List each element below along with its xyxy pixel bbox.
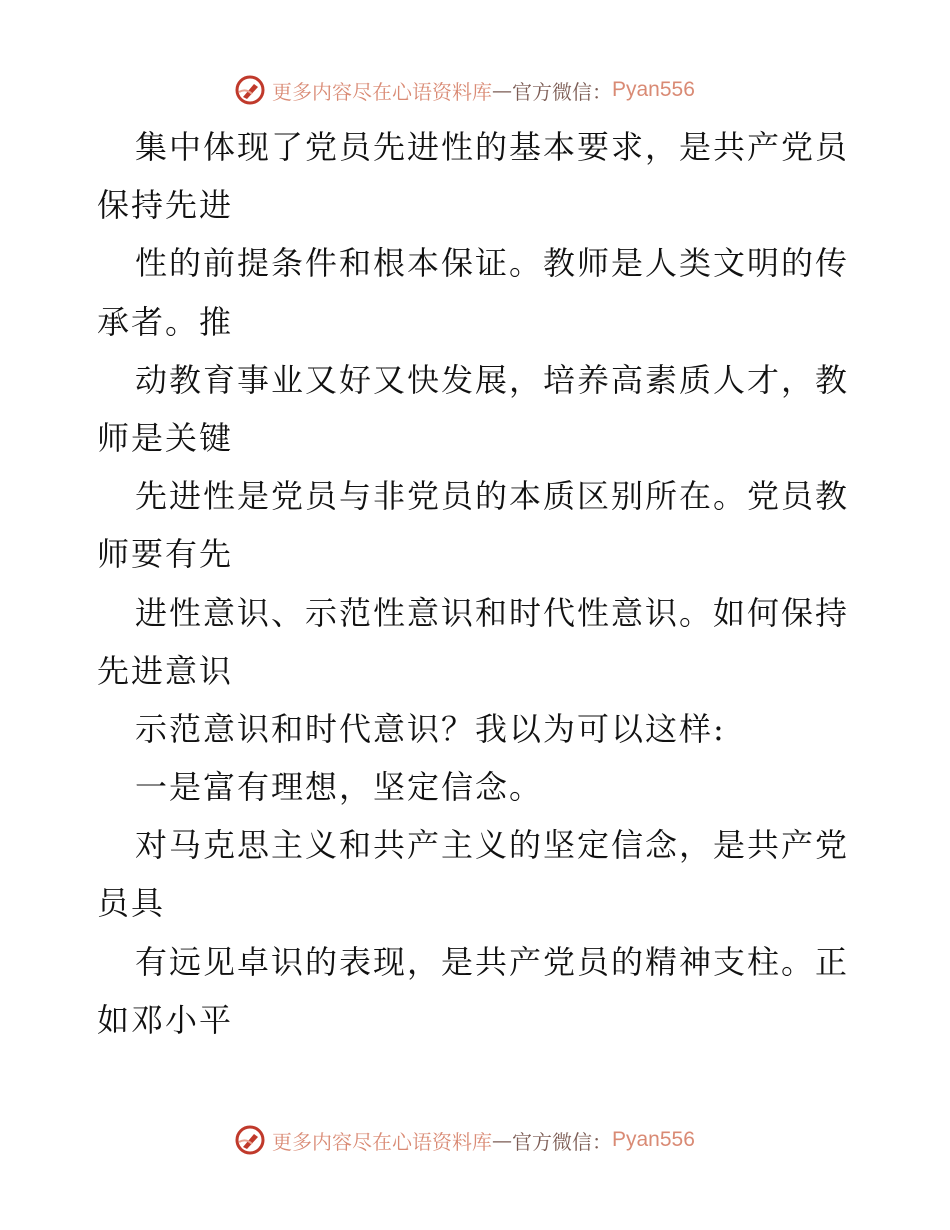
header-banner: [234, 72, 695, 108]
pen-logo-icon: [234, 1124, 266, 1156]
text-line: 保持先进: [97, 186, 234, 225]
text-line: 先进意识: [97, 651, 234, 690]
header-brand: 更多内容尽在心语资料库: [272, 79, 492, 104]
text-line: 如邓小平: [97, 1000, 234, 1039]
text-line: 先进性是党员与非党员的本质区别所在。党员教: [135, 477, 850, 516]
footer-dash: —: [492, 1128, 512, 1152]
text-line: 性的前提条件和根本保证。教师是人类文明的传: [135, 244, 850, 283]
text-line: 承者。推: [97, 302, 234, 341]
text-line: 进性意识、示范性意识和时代性意识。如何保持: [135, 593, 850, 632]
document-body: [97, 118, 877, 1049]
header-wechat-id: Pyan556: [612, 78, 695, 101]
header-dash: —: [492, 78, 512, 102]
text-line: 师是关键: [97, 418, 234, 457]
text-line: 一是富有理想，坚定信念。: [135, 768, 544, 807]
text-line: 师要有先: [97, 535, 234, 574]
text-line: 动教育事业又好又快发展，培养高素质人才，教: [135, 360, 850, 399]
text-line: 员具: [97, 884, 166, 923]
text-line: 集中体现了党员先进性的基本要求，是共产党员: [135, 128, 850, 166]
footer-banner: [234, 1122, 695, 1158]
footer-wechat-label: 官方微信：: [512, 1129, 612, 1154]
footer-wechat-id: Pyan556: [612, 1128, 695, 1151]
header-wechat-label: 官方微信：: [512, 79, 612, 104]
text-line: 示范意识和时代意识？我以为可以这样:: [135, 709, 726, 748]
text-line: 对马克思主义和共产主义的坚定信念，是共产党: [135, 826, 850, 865]
text-line: 有远见卓识的表现，是共产党员的精神支柱。正: [135, 942, 850, 981]
footer-brand: 更多内容尽在心语资料库: [272, 1129, 492, 1154]
pen-logo-icon: [234, 74, 266, 106]
